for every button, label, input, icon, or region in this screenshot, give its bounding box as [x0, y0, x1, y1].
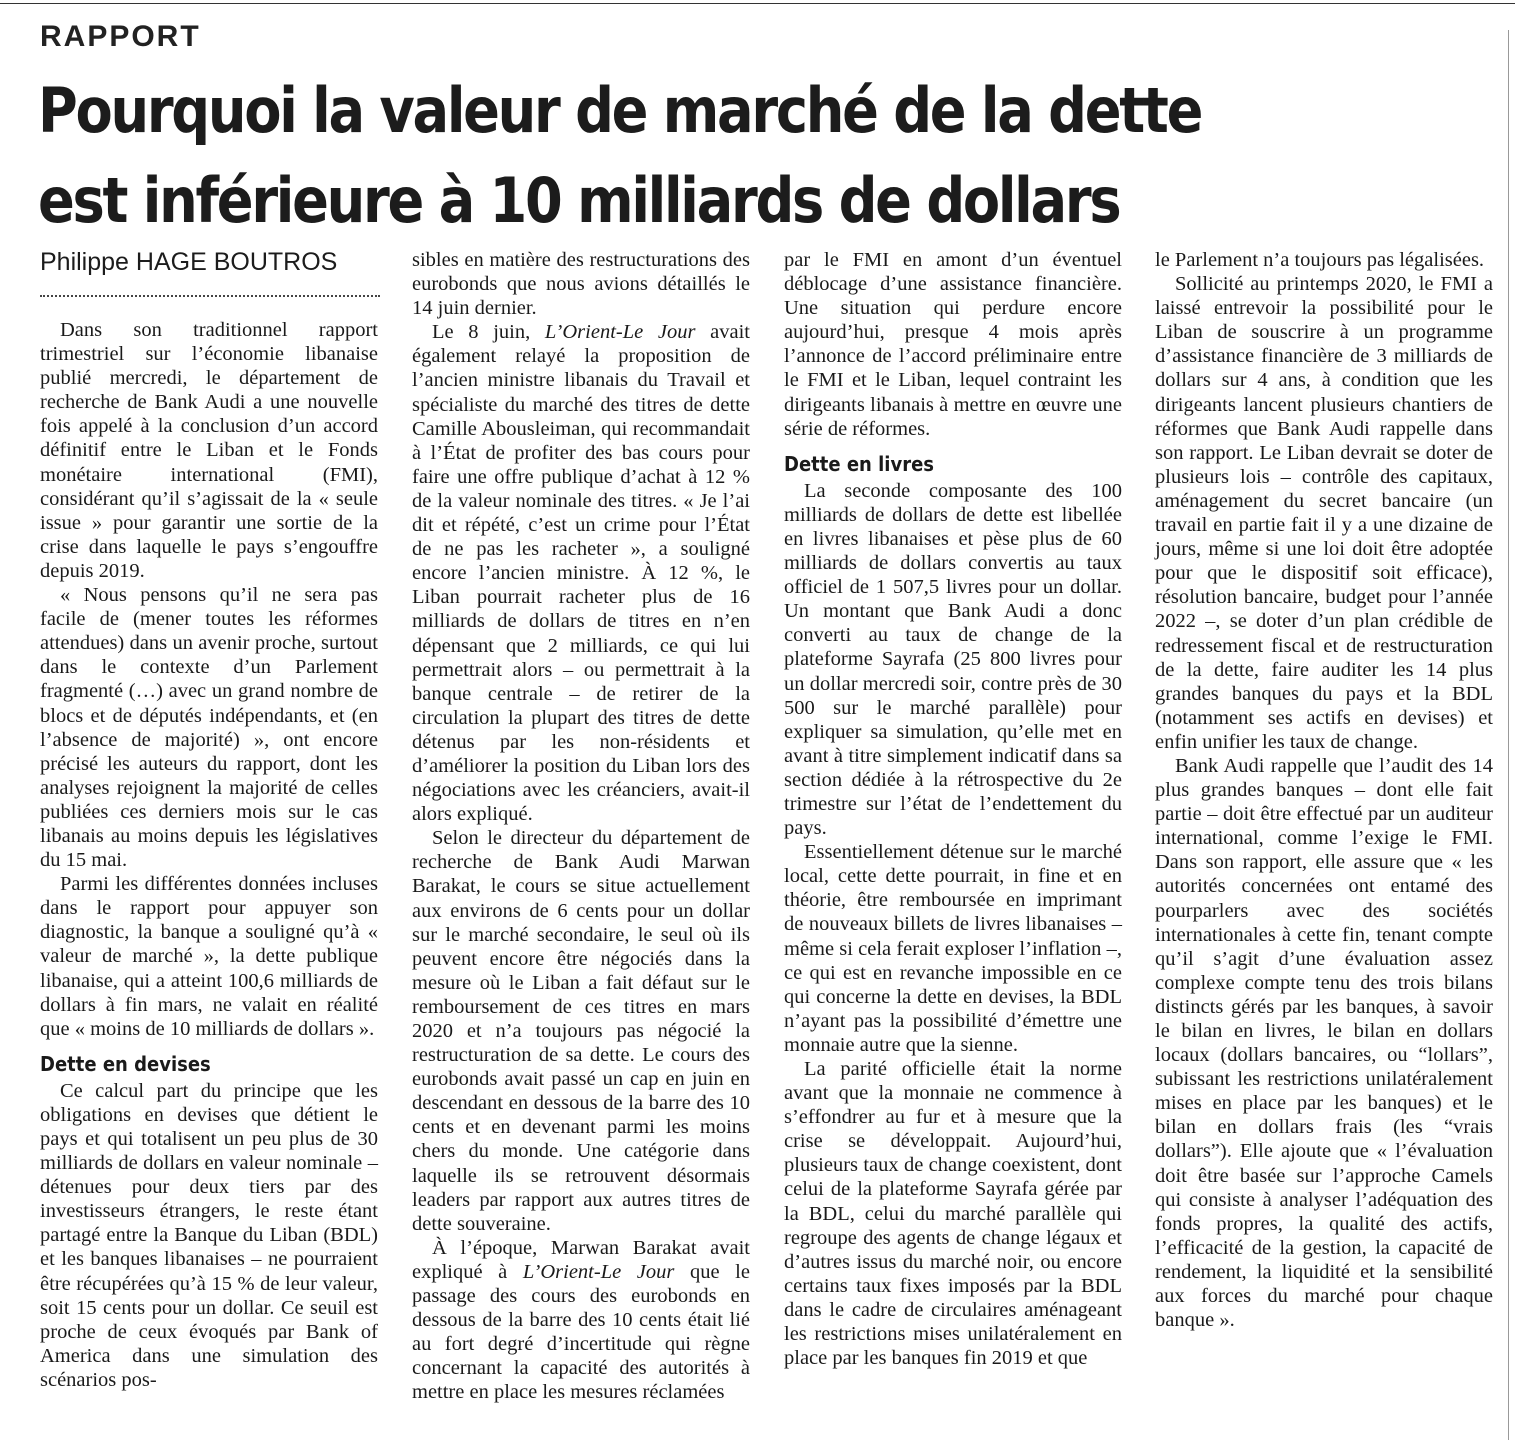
paragraph: Bank Audi rappelle que l’audit des 14 plus grandes banques – dont elle fait partie – doit être effectué par un auditeur international, comme l’exige le FMI. Dans son rapport, elle assure que « les autorités concernées ont entamé des pourparlers avec des sociétés internationales à cette fin, tenant compte qu’il s’agit d’une évaluation assez complexe compte tenu des trois bilans distincts gérés par les banques, à savoir le bilan en livres, le bilan en dollars locaux (dollars bancaires, ou “lollars”, subissant les restrictions unilatéralement mises en place par les banques) et le bilan en dollars frais (les “vrais dollars”). Elle ajoute que « l’évaluation doit être basée sur l’approche Camels qui consiste à analyser l’adéquation des fonds propres, la qualité des actifs, l’efficacité de la gestion, la capacité de rendement, la liquidité et la sensibilité aux forces du marché pour chaque banque ».: [1155, 754, 1493, 1332]
paragraph: Sollicité au printemps 2020, le FMI a laissé entrevoir la possibilité pour le Liban de souscrire à un programme d’assistance financière de 3 milliards de dollars sur 4 ans, à condition que les dirigeants lancent plusieurs chantiers de réformes que Bank Audi rappelle dans son rapport. Le Liban devrait se doter de plusieurs lois – contrôle des capitaux, aménagement du secret bancaire (un travail en partie fait il y a une dizaine de jours, même si une loi doit être adoptée pour que le dispositif soit efficace), résolution bancaire, budget pour l’année 2022 –, se doter d’un plan crédible de redressement fiscal et de restructuration de la dette, faire auditer les 14 plus grandes banques du pays et la BDL (notamment ses actifs en devises) et enfin unifier les taux de change.: [1155, 273, 1493, 753]
paragraph: « Nous pensons qu’il ne sera pas facile de (mener toutes les réformes attendues) dans un avenir proche, surtout dans le contexte d’un Parlement fragmenté (…) avec un grand nombre de blocs et de députés indépendants, et (en l’absence de majorité) », ont encore précisé les auteurs du rapport, dont les analyses rejoignent la majorité de celles publiées ces derniers mois sur le cas libanais au moins depuis les législatives du 15 mai.: [40, 584, 378, 872]
paragraph: Selon le directeur du département de recherche de Bank Audi Marwan Barakat, le cours se situe actuellement aux environs de 6 cents pour un dollar sur le marché secondaire, le seul où ils peuvent encore être négociés dans la mesure où le Liban a fait défaut sur le remboursement de ces titres en mars 2020 et n’a toujours pas négocié la restructuration de sa dette. Le cours des eurobonds avait passé un cap en juin en descendant en dessous de la barre des 10 cents et en devenant parmi les moins chers du monde. Une catégorie dans laquelle ils se retrouvent désormais leaders par rapport aux autres titres de dette souveraine.: [412, 827, 750, 1235]
text-run: Le 8 juin,: [432, 321, 545, 344]
section-kicker: RAPPORT: [40, 20, 201, 53]
headline: [38, 66, 1316, 246]
paragraph: Dans son traditionnel rapport trimestriel sur l’économie libanaise publié mercredi, le département de recherche de Bank Audi a une nouvelle fois appelé à la conclusion d’un accord définitif entre le Liban et le Fonds monétaire international (FMI), considérant qu’il s’agissait de la « seule issue » pour garantir une sortie de la crise dans laquelle le pays s’engouffre depuis 2019.: [40, 319, 378, 582]
paragraph: La seconde composante des 100 milliards de dollars de dette est libellée en livres libanaises et pèse plus de 60 milliards de dollars convertis au taux officiel de 1 507,5 livres pour un dollar. Un montant que Bank Audi a donc converti au taux de change de la plateforme Sayrafa (25 800 livres pour un dollar mercredi soir, contre près de 30 500 sur le marché parallèle) pour expliquer sa simulation, qu’elle met en avant à titre simplement indicatif dans sa section dédiée à la rétrospective du 2e trimestre sur l’état de l’endettement du pays.: [784, 479, 1122, 840]
byline-dotted-rule: [40, 295, 380, 297]
paragraph: [412, 1236, 750, 1405]
paragraph: Parmi les différentes données incluses dans le rapport pour appuyer son diagnostic, la banque a souligné qu’à « valeur de marché », la dette publique libanaise, qui a atteint 100,6 milliards de dollars à fin mars, ne valait en réalité que « moins de 10 milliards de dollars ».: [40, 873, 378, 1040]
article-column-3: [784, 248, 1122, 1370]
top-rule: [0, 3, 1515, 4]
paragraph: Ce calcul part du principe que les obligations en devises que détient le pays et qui totalisent un peu plus de 30 milliards de dollars en valeur nominale – détenues pour deux tiers par des investisseurs étrangers, le reste étant partagé entre la Banque du Liban (BDL) et les banques libanaises – ne pourraient être récupérées qu’à 15 % de leur valeur, soit 15 cents pour un dollar. Ce seuil est proche de ceux évoqués par Bank of America dans une simulation des scénarios pos-: [40, 1079, 378, 1391]
paragraph: [412, 320, 750, 826]
article-column-4: [1155, 248, 1493, 1332]
paragraph: le Parlement n’a toujours pas légalisées.: [1155, 249, 1485, 271]
article-column-2: [412, 248, 750, 1405]
publication-name: L’Orient-Le Jour: [544, 321, 696, 344]
paragraph: La parité officielle était la norme avant que la monnaie ne commence à s’effondrer au fur et à mesure que la crise se développait. Aujourd’hui, plusieurs taux de change coexistent, dont celui de la plateforme Sayrafa gérée par la BDL, celui du marché parallèle qui regroupe des agents de change légaux et d’autres issus du marché noir, ou encore certains taux fixes imposés par la BDL dans le cadre de circulaires aménageant les restrictions mises unilatéralement en place par les banques fin 2019 et que: [784, 1058, 1122, 1370]
publication-name: L’Orient-Le Jour: [522, 1260, 675, 1283]
paragraph: Essentiellement détenue sur le marché local, cette dette pourrait, in fine et en théorie, être remboursée en imprimant de nouveaux billets de livres libanaises – même si cela ferait exploser l’inflation –, ce qui est en revanche impossible en ce qui concerne la dette en devises, la BDL n’ayant pas la possibilité d’émettre une monnaie autre que la sienne.: [784, 841, 1122, 1056]
byline: Philippe HAGE BOUTROS: [40, 248, 338, 276]
headline-line-2: est inférieure à 10 milliards de dollars: [38, 164, 1120, 237]
headline-line-1: Pourquoi la valeur de marché de la dette: [38, 74, 1202, 147]
subheading-dette-en-devises: Dette en devises: [40, 1051, 211, 1076]
subheading-dette-en-livres: Dette en livres: [784, 451, 935, 476]
paragraph: par le FMI en amont d’un éventuel déblocage d’une assistance financière. Une situation qui perdure encore aujourd’hui, presque 4 mois après l’annonce de l’accord préliminaire entre le FMI et le Liban, lequel contraint les dirigeants libanais à mettre en œuvre une série de réformes.: [784, 249, 1122, 440]
text-run: À l’époque, Marwan Barakat avait expliqué à: [412, 1236, 750, 1283]
paragraph: sibles en matière des restructurations des eurobonds que nous avions détaillés le 14 juin dernier.: [412, 249, 750, 320]
text-run: que le passage des cours des eurobonds en dessous de la barre des 10 cents était lié au fort degré d’incertitude qui règne concernant la capacité des autorités à mettre en place les mesures réclamées: [412, 1260, 750, 1404]
right-column-rule: [1508, 30, 1509, 1440]
text-run: avait également relayé la proposition de l’ancien ministre libanais du Travail et spécialiste du marché des titres de dette Camille Abousleiman, qui recommandait à l’État de profiter des bas cours pour faire une offre publique d’achat à 12 % de la valeur nominale des titres. « Je l’ai dit et répété, c’est un crime pour l’État de ne pas les racheter », a souligné encore l’ancien ministre. À 12 %, le Liban pourrait racheter plus de 16 milliards de dollars de titres en n’en dépensant que 2 milliards, ce qui lui permettrait alors – ou permettrait à la banque centrale – de retirer de la circulation la plupart des titres de dette détenus par les non-résidents et d’améliorer la position du Liban lors des négociations avec les créanciers, avait-il alors expliqué.: [412, 321, 750, 826]
article-column-1: [40, 318, 378, 1392]
